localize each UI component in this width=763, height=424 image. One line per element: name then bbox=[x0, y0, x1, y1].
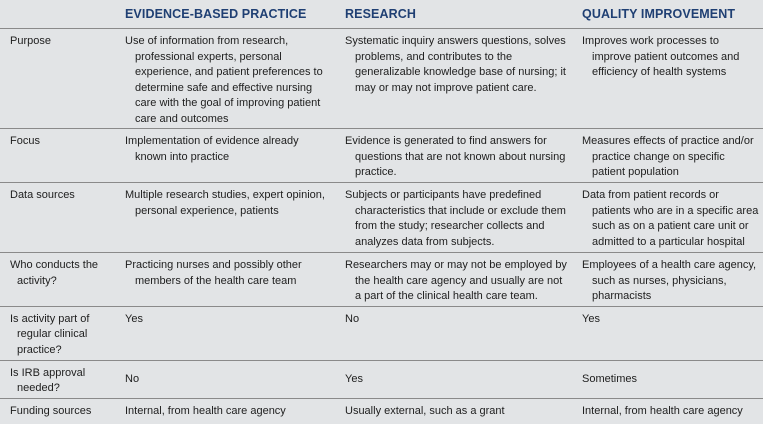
row-label bbox=[0, 129, 115, 183]
row-label-text: Funding sources bbox=[10, 405, 92, 418]
row-label bbox=[0, 183, 115, 253]
cell-ebp bbox=[115, 360, 335, 399]
table-row bbox=[0, 183, 763, 253]
table-row bbox=[0, 306, 763, 360]
cell-research-text: Systematic inquiry answers questions, solves problems, and contributes to the generalizable knowledge base of nursing; it may or may not improve patient care. bbox=[345, 35, 566, 94]
cell-qi-text: Measures effects of practice and/or practice change on specific patient population bbox=[582, 135, 754, 179]
header-evidence-based-practice: EVIDENCE-BASED PRACTICE bbox=[115, 0, 335, 29]
cell-research-text: Yes bbox=[345, 372, 363, 385]
cell-qi-text: Data from patient records or patients who are in a specific area such as on a patient care unit or admitted to a particular hospital bbox=[582, 189, 759, 248]
cell-research-text: Subjects or participants have predefined characteristics that include or exclude them from the study; researcher collects and analyzes data from subjects. bbox=[345, 189, 566, 248]
row-label bbox=[0, 306, 115, 360]
cell-qi-text: Employees of a health care agency, such as nurses, physicians, pharmacists bbox=[582, 259, 757, 303]
cell-ebp bbox=[115, 399, 335, 424]
header-research: RESEARCH bbox=[335, 0, 572, 29]
row-label bbox=[0, 29, 115, 129]
cell-ebp bbox=[115, 29, 335, 129]
table-row bbox=[0, 360, 763, 399]
row-label bbox=[0, 399, 115, 424]
cell-qi bbox=[572, 306, 763, 360]
row-label bbox=[0, 360, 115, 399]
cell-research bbox=[335, 360, 572, 399]
cell-qi-text: Internal, from health care agency bbox=[582, 405, 743, 418]
cell-ebp-text: Implementation of evidence already known into practice bbox=[125, 135, 299, 163]
row-label bbox=[0, 253, 115, 307]
header-blank bbox=[0, 0, 115, 29]
cell-ebp bbox=[115, 306, 335, 360]
cell-ebp bbox=[115, 253, 335, 307]
row-label-text: Data sources bbox=[10, 189, 75, 202]
cell-qi bbox=[572, 360, 763, 399]
cell-research bbox=[335, 29, 572, 129]
cell-ebp-text: Multiple research studies, expert opinion, personal experience, patients bbox=[125, 189, 325, 217]
cell-ebp-text: Practicing nurses and possibly other members of the health care team bbox=[125, 259, 302, 287]
cell-qi bbox=[572, 29, 763, 129]
cell-research-text: No bbox=[345, 312, 360, 325]
cell-research-text: Researchers may or may not be employed by the health care agency and usually are not a part of the clinical health care team. bbox=[345, 259, 567, 303]
row-label-text: Is activity part of regular clinical practice? bbox=[10, 312, 90, 356]
cell-ebp-text: No bbox=[125, 372, 140, 385]
cell-ebp-text: Internal, from health care agency bbox=[125, 405, 286, 418]
row-label-text: Who conducts the activity? bbox=[10, 259, 99, 287]
cell-qi bbox=[572, 253, 763, 307]
cell-research bbox=[335, 129, 572, 183]
table-row bbox=[0, 399, 763, 424]
header-row bbox=[0, 0, 763, 29]
cell-research-text: Evidence is generated to find answers for questions that are not known about nursing practice. bbox=[345, 135, 566, 179]
cell-qi bbox=[572, 399, 763, 424]
cell-qi bbox=[572, 183, 763, 253]
table-row bbox=[0, 129, 763, 183]
cell-ebp bbox=[115, 183, 335, 253]
cell-qi-text: Yes bbox=[582, 312, 600, 325]
cell-research bbox=[335, 399, 572, 424]
row-label-text: Purpose bbox=[10, 35, 51, 47]
cell-research-text: Usually external, such as a grant bbox=[345, 405, 505, 418]
cell-ebp-text: Yes bbox=[125, 312, 143, 325]
cell-research bbox=[335, 183, 572, 253]
row-label-text: Focus bbox=[10, 135, 40, 148]
cell-qi bbox=[572, 129, 763, 183]
cell-qi-text: Sometimes bbox=[582, 372, 638, 385]
cell-ebp bbox=[115, 129, 335, 183]
header-quality-improvement: QUALITY IMPROVEMENT bbox=[572, 0, 763, 29]
cell-qi-text: Improves work processes to improve patient outcomes and efficiency of health systems bbox=[582, 35, 740, 78]
table-row bbox=[0, 253, 763, 307]
table-row bbox=[0, 29, 763, 129]
row-label-text: Is IRB approval needed? bbox=[10, 366, 86, 395]
cell-ebp-text: Use of information from research, professional experts, personal experience, and patient preferences to determine safe and effective nursing care with the goal of improving patient care and outcomes bbox=[125, 35, 323, 125]
cell-research bbox=[335, 253, 572, 307]
cell-research bbox=[335, 306, 572, 360]
